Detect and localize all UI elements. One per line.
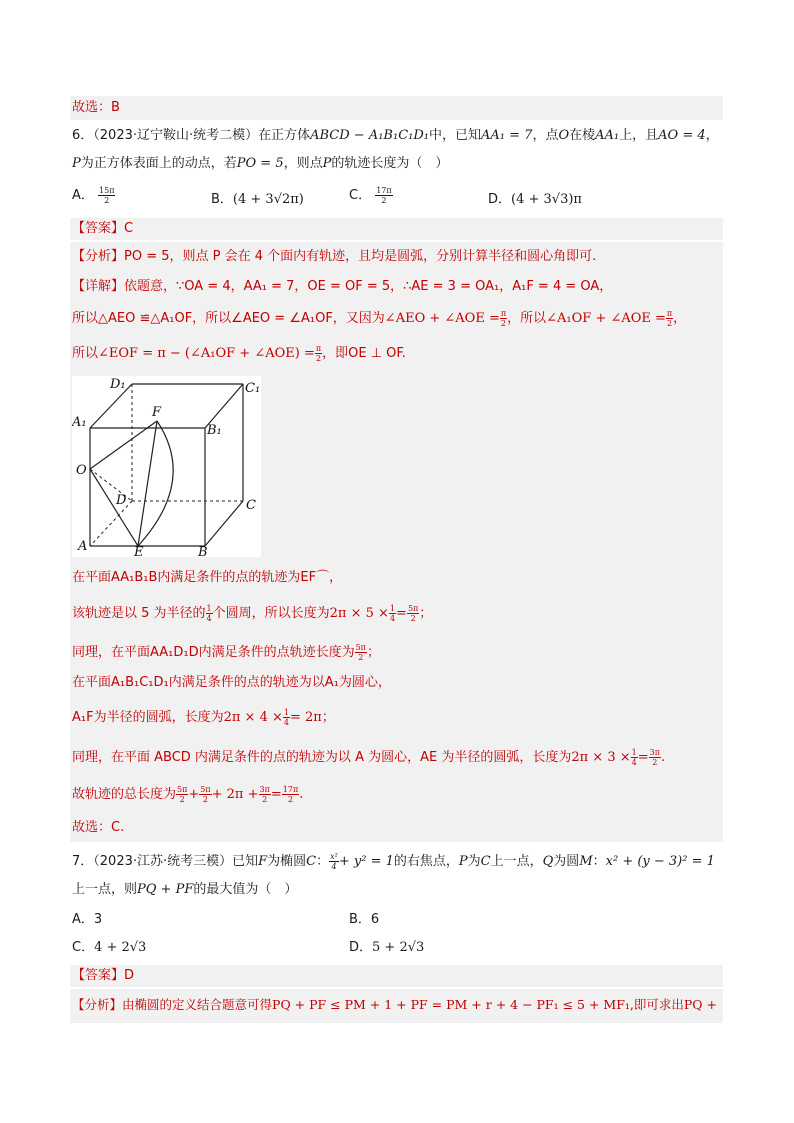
q7-option-d[interactable] — [349, 936, 424, 955]
label-b1: B₁ — [207, 423, 222, 438]
text: 在平面AA₁B₁B内满足条件的点的轨迹为EF⌒， — [72, 570, 343, 585]
text: ； — [321, 710, 335, 725]
q6-analysis — [72, 247, 596, 267]
math: 2π × 4 × — [223, 710, 283, 725]
text: ， — [673, 311, 687, 326]
q6-option-a[interactable] — [72, 184, 115, 205]
q6-stem-line2 — [72, 154, 448, 174]
denominator: 2 — [104, 196, 110, 205]
q6-step4 — [72, 673, 391, 693]
math: 2π × 5 × — [329, 606, 389, 621]
cube-diagram — [72, 376, 261, 557]
option-label: C． — [72, 940, 95, 955]
q6-detail-line3 — [72, 344, 406, 364]
math-p: P — [458, 854, 468, 869]
edge-c1b1 — [205, 384, 243, 428]
math-expr: PQ + PF — [137, 882, 194, 897]
label-c: C — [246, 498, 256, 513]
text: 所以△AEO ≌△A₁OF，所以∠AEO = ∠A₁OF，又因为 — [72, 311, 385, 326]
text: 为 — [467, 854, 481, 869]
numerator: 5π — [200, 785, 211, 794]
numerator: 1 — [283, 708, 289, 717]
text: ,即可求出 — [629, 997, 684, 1012]
answer-text: 【答案】D — [72, 968, 135, 983]
denominator: 2 — [500, 319, 507, 328]
math-ao: AO = 4 — [658, 128, 706, 143]
answer-text: 故选：B — [72, 100, 120, 115]
text: 的右焦点， — [393, 854, 459, 869]
q6-step5 — [72, 708, 335, 728]
analysis-label: 【分析】 — [72, 997, 123, 1012]
q7-stem-line2 — [72, 880, 297, 900]
q6-detail-line1 — [72, 277, 612, 297]
text: A₁F为半径的圆弧，长度为 — [72, 710, 224, 725]
q7-option-a[interactable] — [72, 908, 102, 927]
edge-bc — [205, 501, 243, 546]
text: 同理，在平面 ABCD 内满足条件的点的轨迹为以 A 为圆心，AE 为半径的圆弧，长度为 — [72, 750, 572, 765]
numerator: 17π — [282, 785, 299, 794]
numerator: x² — [330, 852, 338, 861]
text: 的轨迹长度为（ ） — [331, 156, 449, 171]
text: 个圆周，所以长度为 — [212, 606, 330, 621]
detail-label: 【详解】 — [72, 279, 125, 294]
math-o: O — [558, 128, 570, 143]
q6-step2 — [72, 604, 432, 624]
math-p: P — [72, 156, 81, 171]
q6-option-c[interactable] — [349, 184, 393, 205]
text: 在棱 — [569, 128, 596, 143]
math-ellipse: + y² = 1 — [338, 854, 394, 869]
math-edge: AA₁ — [595, 128, 620, 143]
q6-stem-line1 — [72, 126, 719, 146]
label-b: B — [198, 545, 208, 557]
q6-answer — [72, 219, 133, 239]
option-value: 5 + 2√3 — [372, 940, 425, 955]
denominator: 2 — [358, 653, 364, 662]
numerator: 1 — [631, 748, 637, 757]
fraction — [355, 643, 367, 662]
numerator: π — [666, 309, 673, 318]
text: ，则点 — [283, 156, 323, 171]
numerator: 1 — [206, 604, 212, 613]
fraction — [389, 604, 396, 623]
fraction — [98, 186, 115, 205]
q7-option-c[interactable] — [72, 936, 146, 955]
cube-figure — [72, 376, 261, 557]
math-m: M — [579, 854, 593, 869]
option-text: B．6 — [349, 912, 380, 927]
denominator: 2 — [666, 319, 673, 328]
denominator: 2 — [410, 614, 416, 623]
label-c1: C₁ — [245, 381, 261, 396]
q6-step7 — [72, 785, 303, 805]
label-a: A — [78, 539, 88, 554]
math-circle: x² + (y − 3)² = 1 — [605, 854, 715, 869]
math-cube: ABCD − A₁B₁C₁D₁ — [310, 128, 429, 143]
math: = — [396, 606, 407, 621]
text: ， — [705, 128, 719, 143]
text: ，所以 — [507, 311, 547, 326]
option-label: D． — [488, 192, 512, 207]
q6-option-d[interactable] — [488, 188, 582, 207]
text: ； — [366, 645, 380, 660]
text: 中，已知 — [429, 128, 482, 143]
option-value: (4 + 3√3)π — [511, 192, 582, 207]
math-q: Q — [542, 854, 554, 869]
text: 故轨迹的总长度为 — [72, 787, 177, 802]
math-c: C — [306, 854, 317, 869]
math-f: F — [258, 854, 268, 869]
denominator: 4 — [206, 614, 212, 623]
text: 上，且 — [619, 128, 659, 143]
label-e: E — [134, 545, 144, 557]
numerator: 5π — [177, 785, 188, 794]
q6-detail-line2 — [72, 309, 686, 329]
numerator: 1 — [389, 604, 396, 613]
text: 为椭圆 — [267, 854, 307, 869]
denominator: 2 — [315, 354, 322, 363]
numerator: 17π — [376, 186, 392, 195]
q6-step6 — [72, 748, 665, 768]
text: 所以 — [72, 346, 99, 361]
label-d: D — [116, 493, 127, 508]
text: . — [299, 787, 304, 802]
math: ∠A₁OF + ∠AOE = — [546, 311, 666, 326]
denominator: 2 — [179, 795, 185, 804]
math: = — [270, 787, 282, 802]
segment-fe — [138, 421, 157, 546]
q6-step1 — [72, 568, 342, 588]
fraction — [206, 604, 213, 623]
text: 为圆 — [553, 854, 580, 869]
denominator: 4 — [389, 614, 396, 623]
numerator: 3π — [649, 748, 660, 757]
text: 为正方体表面上的动点，若 — [80, 156, 237, 171]
answer-band — [70, 218, 723, 240]
option-value: (4 + 3√2π) — [232, 192, 304, 207]
option-label: D． — [349, 940, 373, 955]
text: 在平面A₁B₁C₁D₁内满足条件的点的轨迹为以A₁为圆心， — [72, 675, 391, 690]
fraction — [283, 708, 290, 727]
math-aa1: AA₁ = 7 — [481, 128, 533, 143]
option-label: A． — [72, 188, 94, 203]
text: ： — [592, 854, 606, 869]
analysis-text: PO = 5，则点 P 会在 4 个面内有轨迹，且均是圆弧，分别计算半径和圆心角即可. — [124, 249, 597, 264]
label-f: F — [152, 405, 162, 420]
denominator: 2 — [381, 196, 387, 205]
denominator: 4 — [631, 758, 637, 767]
option-label: B． — [211, 192, 233, 207]
text: 同理，在平面AA₁D₁D内满足条件的点轨迹长度为 — [72, 645, 355, 660]
detail-text: 依题意，∵OA = 4，AA₁ = 7，OE = OF = 5，∴AE = 3 = OA₁，A₁F = 4 = OA， — [124, 279, 613, 294]
q7-analysis — [72, 995, 717, 1015]
segment-oe — [90, 469, 138, 546]
text: ： — [316, 854, 330, 869]
answer-text: 【答案】C — [72, 221, 134, 236]
q6-option-b[interactable] — [211, 188, 304, 207]
math: PQ + PF ≤ PM + 1 + PF = PM + r + 4 − PF₁ ≤ 5 + MF₁ — [272, 997, 630, 1012]
option-text: A．3 — [72, 912, 103, 927]
math: PQ + — [683, 997, 717, 1012]
text: ，点 — [532, 128, 559, 143]
fraction — [329, 852, 339, 871]
q7-stem-line1 — [72, 852, 715, 872]
option-value: 4 + 2√3 — [94, 940, 147, 955]
math-p: P — [322, 156, 332, 171]
denominator: 2 — [652, 758, 658, 767]
fraction — [199, 785, 211, 804]
text: 上一点，则 — [72, 882, 138, 897]
arc-ef — [138, 421, 173, 546]
label-d1: D₁ — [110, 377, 126, 392]
math-po: PO = 5 — [236, 156, 284, 171]
fraction — [631, 748, 638, 767]
math: = 2π — [289, 710, 322, 725]
numerator: 5π — [407, 604, 419, 613]
option-label: C． — [349, 188, 372, 203]
q6-step3 — [72, 643, 380, 663]
analysis-label: 【分析】 — [72, 249, 125, 264]
q6-source: 6．（2023·辽宁鞍山·统考二模）在正方体 — [72, 128, 311, 143]
fraction — [259, 785, 271, 804]
fraction — [176, 785, 188, 804]
text: 由椭圆的定义结合题意可得 — [122, 997, 273, 1012]
math: + — [188, 787, 200, 802]
answer-band — [70, 96, 723, 120]
numerator: 5π — [355, 643, 366, 652]
math: = — [637, 750, 649, 765]
q7-source: 7．（2023·江苏·统考三模）已知 — [72, 854, 259, 869]
fraction — [375, 186, 392, 205]
numerator: π — [315, 344, 322, 353]
q7-answer — [72, 966, 134, 986]
numerator: 3π — [259, 785, 270, 794]
q6-final — [72, 818, 124, 838]
denominator: 2 — [287, 795, 294, 804]
numerator: 15π — [99, 186, 115, 195]
label-a1: A₁ — [72, 415, 87, 430]
previous-answer — [72, 98, 120, 118]
text: 故选：C. — [72, 820, 125, 835]
math: ∠AEO + ∠AOE = — [384, 311, 500, 326]
text: 上一点， — [490, 854, 543, 869]
text: 的最大值为（ ） — [193, 882, 298, 897]
math: ∠EOF = π − (∠A₁OF + ∠AOE) = — [98, 346, 315, 361]
label-o: O — [76, 463, 87, 478]
answer-band — [70, 965, 723, 987]
math: + 2π + — [211, 787, 259, 802]
text: ，即OE ⊥ OF. — [322, 346, 406, 361]
text: 该轨迹是以 5 为半径的 — [72, 606, 206, 621]
text: . — [660, 750, 666, 765]
denominator: 4 — [283, 718, 289, 727]
math: 2π × 3 × — [571, 750, 631, 765]
q7-option-b[interactable] — [349, 908, 379, 927]
text: ； — [419, 606, 433, 621]
denominator: 4 — [331, 862, 337, 871]
math-c: C — [480, 854, 491, 869]
fraction — [649, 748, 661, 767]
denominator: 2 — [262, 795, 268, 804]
denominator: 2 — [202, 795, 208, 804]
numerator: π — [500, 309, 507, 318]
fraction — [407, 604, 419, 623]
fraction — [282, 785, 299, 804]
